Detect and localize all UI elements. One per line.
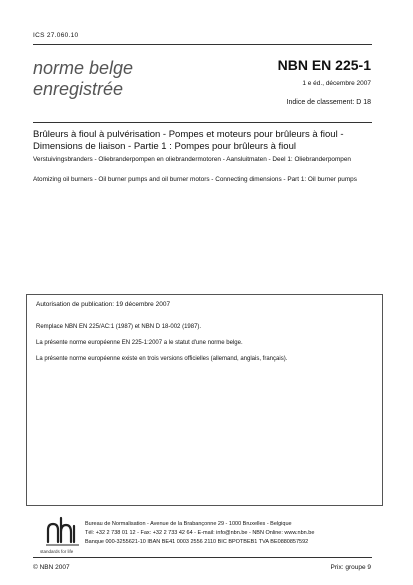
title-dutch: Verstuivingsbranders - Oliebranderpompen en oliebrandermotoren - Aansluitmaten - Deel 1: Oliebranderpompen: [33, 156, 351, 163]
publication-date: Autorisation de publication: 19 décembre 2007: [36, 301, 171, 308]
brand-line-2: enregistrée: [33, 79, 124, 99]
classification-index: Indice de classement: D 18: [286, 99, 371, 106]
footer-bank: Banque 000-3255621-10 IBAN BE41 0003 2556 2110 BIC BPOTBEB1 TVA BE0880857592: [85, 539, 309, 545]
divider: [33, 44, 372, 45]
price-group: Prix: groupe 9: [330, 564, 371, 571]
title-french: Brûleurs à fioul à pulvérisation - Pompes et moteurs pour brûleurs à fioul - Dimensions de liaison - Partie 1 : Pompes pour brûleurs à fioul: [33, 129, 344, 152]
brand-line-1: norme belge: [33, 58, 134, 78]
divider: [33, 122, 372, 123]
brand-title: [33, 58, 133, 100]
status-note: La présente norme européenne EN 225-1:2007 a le statut d'une norme belge.: [36, 340, 243, 346]
versions-note: La présente norme européenne existe en trois versions officielles (allemand, anglais, français).: [36, 356, 288, 362]
nbn-logo-icon: [45, 512, 80, 548]
logo-caption: standards for life: [40, 549, 74, 554]
footer-address: Bureau de Normalisation - Avenue de la Brabançonne 29 - 1000 Bruxelles - Belgique: [85, 521, 292, 527]
ics-code: ICS 27.060.10: [33, 32, 79, 39]
title-english: Atomizing oil burners - Oil burner pumps and oil burner motors - Connecting dimensions - Part 1: Oil burner pumps: [33, 176, 357, 183]
footer-contact: Tél: +32 2 738 01 12 - Fax: +32 2 733 42 64 - E-mail: info@nbn.be - NBN Online: www.nbn.be: [85, 530, 315, 536]
standard-number: NBN EN 225-1: [277, 57, 371, 73]
replaces-note: Remplace NBN EN 225/AC:1 (1987) et NBN D 18-002 (1987).: [36, 324, 202, 330]
copyright: © NBN 2007: [33, 564, 70, 571]
edition: 1 e éd., décembre 2007: [302, 80, 371, 87]
divider: [33, 557, 372, 558]
